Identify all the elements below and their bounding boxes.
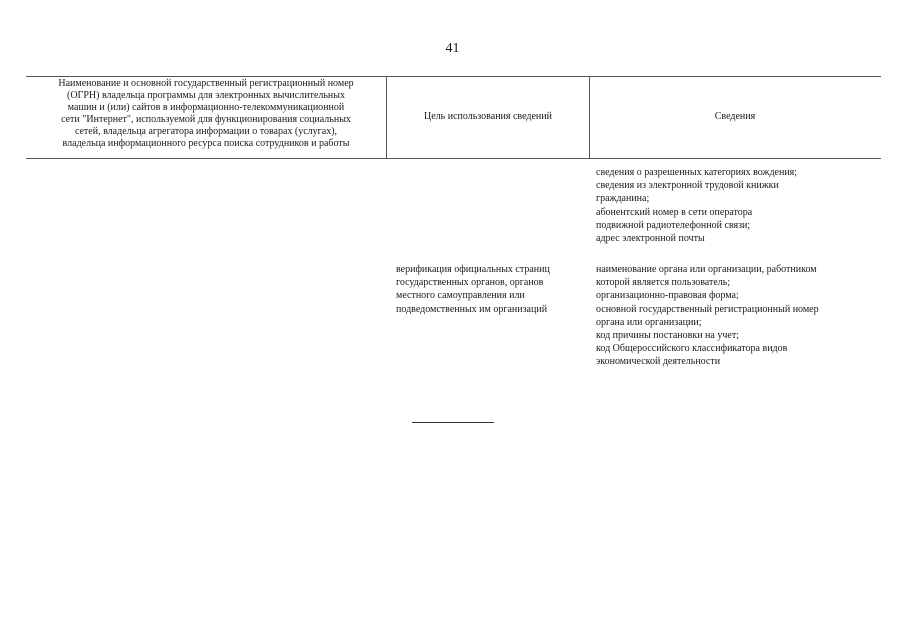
header-owner-column <box>28 78 384 156</box>
purpose-line: подведомственных им организаций <box>396 303 548 315</box>
header-info-column <box>590 76 880 158</box>
table-header-bottom-rule <box>26 158 881 159</box>
purpose-line: государственных органов, органов <box>396 277 544 289</box>
header-owner-line: сети "Интернет", используемой для функционирования социальных <box>61 114 351 125</box>
info-line: экономической деятельности <box>596 356 721 368</box>
page-number: 41 <box>445 41 460 56</box>
info-line: сведения из электронной трудовой книжки <box>596 180 779 192</box>
info-line: код Общероссийского классификатора видов <box>596 343 788 355</box>
info-line: гражданина; <box>596 193 650 205</box>
info-line: сведения о разрешенных категориях вождения; <box>596 167 798 178</box>
row-2-purpose-cell <box>396 263 588 316</box>
header-owner-line: сетей, владельца агрегатора информации о товарах (услугах), <box>74 126 338 137</box>
info-line: абонентский номер в сети оператора <box>596 206 753 218</box>
purpose-line: местного самоуправления или <box>396 290 525 302</box>
info-line: наименование органа или организации, работником <box>596 264 817 275</box>
info-line: которой является пользователь; <box>596 277 731 289</box>
header-purpose-column <box>388 76 588 158</box>
header-info-label: Сведения <box>714 111 756 122</box>
header-column-divider-1 <box>386 76 387 158</box>
header-owner-line: (ОГРН) владельца программы для электронных вычислительных <box>67 90 345 101</box>
info-line: органа или организации; <box>596 316 702 328</box>
purpose-line: верификация официальных страниц <box>396 264 550 275</box>
header-owner-line: владельца информационного ресурса поиска сотрудников и работы <box>62 138 350 149</box>
info-line: код причины постановки на учет; <box>596 330 739 342</box>
info-line: подвижной радиотелефонной связи; <box>596 219 751 231</box>
header-owner-line: машин и (или) сайтов в информационно-телекоммуникационной <box>67 102 345 113</box>
header-owner-line: Наименование и основной государственный регистрационный номер <box>58 78 354 89</box>
end-of-document-rule <box>412 422 494 423</box>
info-line: основной государственный регистрационный номер <box>596 303 819 315</box>
row-2-info-cell <box>596 263 876 369</box>
header-purpose-label: Цель использования сведений <box>424 111 552 122</box>
row-1-info-cell <box>596 166 876 245</box>
info-line: адрес электронной почты <box>596 233 705 245</box>
info-line: организационно-правовая форма; <box>596 290 739 302</box>
